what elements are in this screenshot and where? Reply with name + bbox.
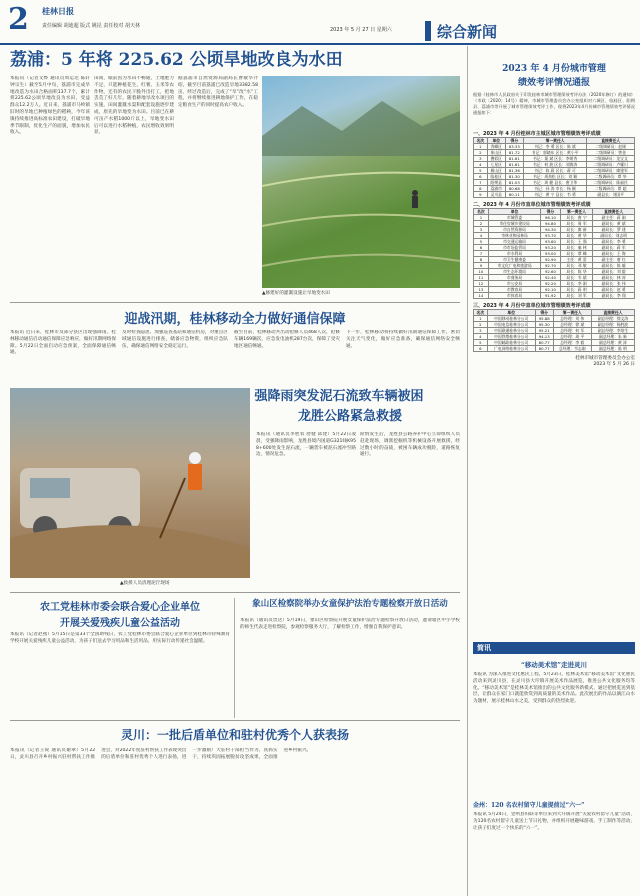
story3-headline-1: 强降雨突发泥石流致车辆被困 — [254, 389, 424, 404]
table-cell: 80.77 — [535, 346, 553, 352]
table-cell: 象山区 — [487, 150, 505, 156]
table-cell: 副局长：罗 建 — [593, 227, 635, 233]
table-cell: 二级调研员：龙宝文 — [587, 156, 635, 162]
table-row — [474, 180, 635, 186]
brief-body-1: 本报讯 为深入推进文化惠民工程，5月23日，桂林美术馆“移动美术馆”文化惠民活动来到灵川县，在灵川县大圩镇开展美术作品展览，推进公共文化服务均等化。“移动美术馆”是桂林美术馆推出的公共文化服务新模式，通过把展览送到基层，让群众在家门口就能欣赏到高质量的美术作品。此次展出的作品以漓江山水为题材，展示桂林山水之美，受到群众的热烈欢迎。 — [473, 672, 635, 705]
brief-title-2: 金州：120 名农村留守儿童提前过“六一” — [473, 802, 585, 809]
section-header — [425, 20, 640, 42]
table-cell: 局长：韦 斌 — [560, 275, 593, 281]
table-header-cell: 得分 — [535, 310, 553, 316]
sidebar — [473, 62, 635, 367]
table-cell: 7 — [474, 251, 489, 257]
table-cell: 局长：王 强 — [560, 239, 593, 245]
table-cell: 8 — [474, 186, 488, 192]
table-cell: 副主任：蒋 刚 — [593, 215, 635, 221]
table-cell: 81.36 — [505, 168, 523, 174]
table-cell: 1 — [474, 215, 489, 221]
table-city-dept-scores — [473, 208, 635, 299]
table-cell: 副总经理：朱 新 — [591, 334, 634, 340]
table-cell: 副局长：张 伟 — [593, 281, 635, 287]
table-cell: 中国电信桂林分公司 — [487, 322, 535, 328]
table-cell: 4 — [474, 162, 488, 168]
table-cell: 副局长：蒋 军 — [593, 245, 635, 251]
brief-label: 简讯 — [473, 642, 635, 654]
table-cell: 总经理：刘 伟 — [553, 316, 591, 322]
table-header-cell: 名次 — [474, 138, 488, 144]
table-cell: 市住房城乡建设局 — [488, 221, 540, 227]
table-cell: 市体育局 — [488, 293, 540, 299]
lead-headline: 荔浦：5 年将 225.62 公顷旱地改良为水田 — [10, 50, 343, 70]
table-cell: 13 — [474, 287, 489, 293]
sidebar-section1: 一、2023 年 4 月份桂林市主城区城市管理绩效考评成绩 — [473, 131, 601, 137]
table-row — [474, 186, 635, 192]
table-cell: 4 — [474, 334, 488, 340]
table-row — [474, 156, 635, 162]
table-cell: 总经理：李 毅 — [553, 340, 591, 346]
table-cell: 秀峰区 — [487, 144, 505, 150]
table-header-cell: 单位 — [488, 209, 540, 215]
table-cell: 副总经理：杨胜波 — [591, 322, 634, 328]
staff-line: 责任编辑 胡迪超 版式 姚昆 责任校对 胡天林 — [42, 23, 140, 29]
table-cell: 副局长：刘 毅 — [593, 269, 635, 275]
table-cell: 市自然资源局 — [488, 227, 540, 233]
table-cell: 雁山区 — [487, 168, 505, 174]
table-cell: 二级调研员：卢耀川 — [587, 162, 635, 168]
sidebar-signoff-date: 2023 年 5 月 26 日 — [593, 362, 635, 367]
flood-photo — [10, 388, 250, 578]
table-cell: 93.70 — [541, 233, 561, 239]
table-cell: 二级调研员：覃 华 — [587, 174, 635, 180]
table-row — [474, 174, 635, 180]
table-cell: 92.60 — [541, 269, 561, 275]
table-cell: 局长：周 军 — [560, 221, 593, 227]
table-cell: 二级调研员：曾金 — [587, 150, 635, 156]
table-cell: 副主任：唐 红 — [593, 257, 635, 263]
table-cell: 副总经理：李培生 — [591, 328, 634, 334]
table-cell: 局长：廖 新 — [560, 227, 593, 233]
table-cell: 主任：黄 雷 — [560, 257, 593, 263]
table-cell: 广电网络桂林分公司 — [487, 346, 535, 352]
table-cell: 3 — [474, 156, 488, 162]
table-cell: 副局长：王 海 — [593, 251, 635, 257]
table-cell: 局长：覃 峰 — [560, 251, 593, 257]
sidebar-section3: 三、2023 年 4 月份中直单位城市管理绩效考评成绩 — [473, 303, 591, 309]
table-cell: 81.03 — [505, 180, 523, 186]
lead-divider — [10, 302, 460, 303]
lead-photo — [262, 76, 460, 288]
table-cell: 叠彩区 — [487, 156, 505, 162]
story3-headline-2: 龙胜公路紧急救援 — [297, 409, 402, 424]
brief-title-1: “移动美术馆”走进灵川 — [521, 661, 587, 669]
table-cell: 市交通运输局 — [488, 239, 540, 245]
table-cell: 92.20 — [541, 281, 561, 287]
brand-name: 桂林日报 — [42, 7, 74, 16]
table-header-cell: 得分 — [505, 138, 523, 144]
lead-photo-caption: ▲修建好的灌溉设施让旱地变水田 — [262, 291, 330, 296]
table-cell: 总经理：周 平 — [553, 334, 591, 340]
table-cell: 2 — [474, 150, 488, 156]
story4-divider — [234, 598, 235, 718]
story5-divider — [10, 720, 460, 721]
story3-body-col2: 险情发生后，龙胜县公路养护中心立即组织人员赶赴现场，调派挖掘机等机械设备开展救援，经过数小时的奋战，被困车辆成功脱险，道路恢复通行。 — [360, 432, 460, 458]
table-cell: 9 — [474, 263, 489, 269]
table-cell: 书记：粟 斌 区长：李炳秀 — [523, 156, 587, 162]
table-cell: 81.72 — [505, 150, 523, 156]
table-cell: 副局长：林 涛 — [593, 275, 635, 281]
table-cell: 副总经理：徐文涛 — [591, 316, 634, 322]
story5-body: 本报讯（通讯员贵达）5月19日，象山区检察院开展女童保护法治专题检察开放日活动，邀请辖区中小学校的师生代表走进检察院，参观检察服务大厅，了解检察工作，增强自我保护意识。 — [240, 618, 460, 630]
table-cell: 12 — [474, 281, 489, 287]
table-header-cell: 直接责任人 — [591, 310, 634, 316]
table-cell: 七星区 — [487, 162, 505, 168]
story3-divider — [10, 592, 460, 593]
table-cell: 市教育局 — [488, 287, 540, 293]
table-cell: 副局长：李 翔 — [593, 293, 635, 299]
table-cell: 80.68 — [505, 186, 523, 192]
flood-photo-art — [10, 388, 250, 578]
table-cell: 副局长：陈 雄 — [593, 263, 635, 269]
table-cell: 7 — [474, 180, 488, 186]
table-cell: 92.90 — [541, 257, 561, 263]
story2-headline: 迎战汛期，桂林移动全力做好通信保障 — [124, 312, 346, 327]
page-number: 2 — [8, 2, 29, 37]
section-bar — [425, 21, 431, 41]
story6-body: 本报讯（记者王锐 通讯员谢翠）5月22日，灵川县召开乡村振兴驻村帮扶工作推进会，对2022年度驻村帮扶工作表现突出的后盾单位和驻村优秀个人进行表扬，进一步激励广大驻村干部担当作为、真抓实干，持续巩固拓展脱贫攻坚成果，全面推进乡村振兴。 — [10, 748, 312, 760]
table-cell: 80.11 — [505, 192, 523, 198]
lead-body-col1: 本报讯（记者文烨 通讯员周运达 陈轩 钟宗生）截至5月中旬，荔浦市完成旱地改造为水田合格面积137.7个，累计将225.62公顷旱地改良为水田，受益群众12.2万人。近日来，荔浦市马岭镇旧时的旱地已种植绿色的稻秧，今年该镇持续推进高标准农田建设，打破旱地季节限制，优化生产的面貌，增加农民收入。 — [10, 76, 90, 136]
table-header-cell: 第一责任人 — [523, 138, 587, 144]
story4-headline-2: 开展关爱残疾儿童公益活动 — [60, 618, 180, 629]
table-cell: 副县长：刘国平 — [587, 192, 635, 198]
table-cell: 局长：李 刚 — [560, 281, 593, 287]
table-cell: 2 — [474, 322, 488, 328]
table-cell: 中国铁塔桂林分公司 — [487, 334, 535, 340]
table-cell: 6 — [474, 346, 488, 352]
table-cell: 95.30 — [535, 322, 553, 328]
table-cell: 92.40 — [541, 275, 561, 281]
table-district-scores — [473, 137, 635, 198]
table-cell: 书记：黄 宁 县长：韦 勇 — [523, 192, 587, 198]
story3-body-col1: 本报讯（通讯员李胜农 舒健 邱建）5月22日凌晨，受强降雨影响，龙胜县境内国道G321线K958+600处发生泥石流，一辆货车被泥石流冲至路边，情况危急。 — [256, 432, 356, 458]
sidebar-signoff: 桂林市城市管理委员会办公室 — [575, 356, 635, 361]
table-row — [474, 150, 635, 156]
table-header-cell: 直接责任人 — [587, 138, 635, 144]
lead-body-col2: 田间，眼前因为水田不畅通，土地肥力不足，只能种植花生、红薯、玉米等农作物，还有的农民干脆外出打工，把地丢荒了好几年。随着耕地旱改水项目的实施，田间灌溉水渠和配套设施逐步建成，原先的旱地变为水田。目前已在耕可亩产水稻1000斤以上，旱地变水田后可以进行水稻种植，农民增收效果明显。 — [94, 76, 174, 136]
table-cell: 书记：何 波 区长：刘海涛 — [523, 162, 587, 168]
table-cell: 书记：陈 蔚 区长：蒋 可 — [523, 168, 587, 174]
table-cell: 94.13 — [535, 334, 553, 340]
table-cell: 5 — [474, 239, 489, 245]
table-cell: 中国移动桂林分公司 — [487, 316, 535, 322]
table-cell: 81.30 — [505, 174, 523, 180]
table-cell: 荔浦市 — [487, 186, 505, 192]
story2-body-col3: 截至目前，桂林移动共出动抢修人员468人次，抢修车辆169辆次，应急发电油机287台次，保障了受灾地区通信畅通。 — [234, 330, 340, 349]
table-cell: 副局长：刘志明 — [593, 233, 635, 239]
table-cell: 10 — [474, 269, 489, 275]
table-row — [474, 144, 635, 150]
table-cell: 96.10 — [541, 215, 561, 221]
table-cell: 95.88 — [535, 316, 553, 322]
table-cell: 二级调研员：廖建军 — [587, 168, 635, 174]
table-central-unit-scores — [473, 309, 635, 352]
story5-headline: 象山区检察院举办女童保护法治专题检察开放日活动 — [252, 599, 448, 609]
story6-headline: 灵川：一批后盾单位和驻村优秀个人获表扬 — [120, 728, 349, 742]
table-row — [474, 293, 635, 299]
table-cell: 临桂区 — [487, 174, 505, 180]
table-cell: 94.30 — [541, 227, 561, 233]
sidebar-intro: 根据《桂林市人民政府关于印发桂林市城市管理绩效考评办法（2020年修订）的通知》（市政〔2020〕14号）精神，市城市管理委员会办公室组织对六城区、临桂区、阳朔县、荔浦市等开展了城市管理绩效考评工作，现将2023年4月份城市管理绩效考评情况通报如下： — [473, 92, 635, 115]
table-cell: 8 — [474, 257, 489, 263]
table-cell: 5 — [474, 168, 488, 174]
table-cell: 95.21 — [535, 328, 553, 334]
table-cell: 灵川县 — [487, 192, 505, 198]
table-header-cell: 名次 — [474, 310, 488, 316]
table-cell: 93.00 — [541, 251, 561, 257]
table-cell: 二级调研员：赵刚 — [587, 144, 635, 150]
table-cell: 书记：郭晓东 区长：黄小平 — [523, 150, 587, 156]
table-row — [474, 263, 635, 269]
table-cell: 市文化广电和旅游局 — [488, 263, 540, 269]
story2-body-col4: 下一步，桂林移动将持续做好汛期通信保障工作，密切关注天气变化，做好应急准备，确保通信网络安全畅通。 — [346, 330, 460, 349]
lead-body-col3: 据荔浦市自然资源局副局长曹敏华介绍，截至目前荔浦已改造旱地3382.58亩，经过改造后，完成了“旱”改“水”工程，并将继续推进耕地保护工作，在稳定粮食生产的同时提高农户收入。 — [178, 76, 258, 109]
table-cell: 书记：李 勇 区长：陈 斌 — [523, 144, 587, 150]
table-cell: 总经理：何 军 — [553, 328, 591, 334]
table-cell: 3 — [474, 227, 489, 233]
table-header-cell: 直接责任人 — [593, 209, 635, 215]
table-cell: 中国联通桂林分公司 — [487, 328, 535, 334]
table-cell: 2 — [474, 221, 489, 227]
table-cell: 二级调研员：覃 超 — [587, 186, 635, 192]
table-cell: 副局长：黄 斌 — [593, 221, 635, 227]
table-cell: 副局长：李 勇 — [593, 239, 635, 245]
flood-photo-caption: ▲救援人员清理泥泞现场 — [120, 581, 170, 586]
table-header-cell: 单位 — [487, 310, 535, 316]
table-cell: 1 — [474, 144, 488, 150]
story2-body-col2: 及时检查隐患，加强巡查基站和通信机房，对重点区域通信设施进行排查，储备应急物资，组织应急队伍，确保通信网络安全稳定运行。 — [122, 330, 228, 349]
table-cell: 局长：刘 军 — [560, 293, 593, 299]
table-cell: 副局长：赵 勇 — [593, 287, 635, 293]
masthead — [0, 0, 640, 44]
table-cell: 市水利局 — [488, 251, 540, 257]
brief-body-2: 本报讯 5月24日，金州县妇联等单位来到大圩镇开展“关爱农村留守儿童”活动，为120名农村留守儿童送上节日礼物，并组织开展趣味游戏、手工制作等活动，让孩子们度过一个快乐的“六一”。 — [473, 812, 635, 831]
table-row — [474, 192, 635, 198]
table-cell: 局长：唐 宁 — [560, 215, 593, 221]
table-cell: 市林业和园林局 — [488, 233, 540, 239]
story4-body: 本报讯（记者赵燕）5月15日是第33个全国助残日，农工党桂林市委会联合爱心企业单位到桂林市特殊教育学校开展关爱残疾儿童公益活动，为孩子们送去学习用品和生活用品，用实际行动传递社会温暖。 — [10, 632, 230, 644]
table-cell: 93.60 — [541, 239, 561, 245]
table-cell: 市生态环境局 — [488, 269, 540, 275]
table-cell: 副总经理：陈 明 — [591, 346, 634, 352]
sidebar-section2: 二、2023 年 4 月份市直单位城市管理绩效考评成绩 — [473, 202, 591, 208]
sidebar-title-2: 绩效考评情况通报 — [517, 78, 590, 88]
table-cell: 市市场监管局 — [488, 245, 540, 251]
table-cell: 市商务局 — [488, 275, 540, 281]
table-cell: 9 — [474, 192, 488, 198]
table-header-cell: 得分 — [541, 209, 561, 215]
table-cell: 局长：邓 敏 — [560, 263, 593, 269]
table-cell: 局长：秦 林 — [560, 245, 593, 251]
table-cell: 14 — [474, 293, 489, 299]
table-cell: 书记：周 健 县长：唐卫华 — [523, 180, 587, 186]
table-cell: 市卫生健康委 — [488, 257, 540, 263]
table-cell: 93.20 — [541, 245, 561, 251]
table-cell: 91.92 — [541, 293, 561, 299]
table-row — [474, 346, 635, 352]
date-line: 2023 年 5 月 27 日 星期六 — [330, 27, 392, 33]
table-cell: 市公安局 — [488, 281, 540, 287]
top-rule — [0, 43, 640, 45]
table-cell: 市城管委 — [488, 215, 540, 221]
table-cell: 92.70 — [541, 263, 561, 269]
table-cell: 副总经理：黄 涛 — [591, 340, 634, 346]
table-cell: 局长：黄 华 — [560, 233, 593, 239]
table-cell: 总经理：徐 斌 — [553, 322, 591, 328]
table-cell: 书记：周劲松 区长：刘 颖 — [523, 174, 587, 180]
table-cell: 80.77 — [535, 340, 553, 346]
table-header-cell: 第一责任人 — [553, 310, 591, 316]
table-cell: 4 — [474, 233, 489, 239]
table-cell: 81.61 — [505, 156, 523, 162]
table-cell: 1 — [474, 316, 488, 322]
table-cell: 11 — [474, 275, 489, 281]
table-header-cell: 名次 — [474, 209, 489, 215]
table-cell: 局长：陈 华 — [560, 269, 593, 275]
table-cell: 总经理：韦志刚 — [553, 346, 591, 352]
table-cell: 6 — [474, 174, 488, 180]
table-header-cell: 第一责任人 — [560, 209, 593, 215]
column-divider — [467, 46, 468, 896]
table-cell: 3 — [474, 328, 488, 334]
story4-headline-1: 农工党桂林市委会联合爱心企业单位 — [40, 602, 200, 613]
story2-body-col1: 本报讯 近日来，桂林市及部分县区出现强降雨，桂林移动通信启动通信保障应急响应，做好汛期网络保障。5月22日全面启动应急预案，全面保障通信畅通。 — [10, 330, 116, 356]
table-cell: 书记：孙 涛 市长：杨 颖 — [523, 186, 587, 192]
sidebar-title-1: 2023 年 4 月份城市管理 — [502, 64, 606, 74]
table-cell: 阳朔县 — [487, 180, 505, 186]
table-cell: 二级调研员：陈福民 — [587, 180, 635, 186]
table-cell: 6 — [474, 245, 489, 251]
table-cell: 局长：蒋 明 — [560, 287, 593, 293]
table-cell: 92.10 — [541, 287, 561, 293]
table-row — [474, 168, 635, 174]
table-cell: 83.33 — [505, 144, 523, 150]
table-cell: 5 — [474, 340, 488, 346]
section-title: 综合新闻 — [437, 22, 498, 41]
table-cell: 中国邮政桂林分公司 — [487, 340, 535, 346]
table-header-row — [474, 138, 635, 144]
table-cell: 81.61 — [505, 162, 523, 168]
table-header-cell: 单位 — [487, 138, 505, 144]
table-row — [474, 162, 635, 168]
lead-photo-art — [262, 76, 460, 288]
table-cell: 94.80 — [541, 221, 561, 227]
